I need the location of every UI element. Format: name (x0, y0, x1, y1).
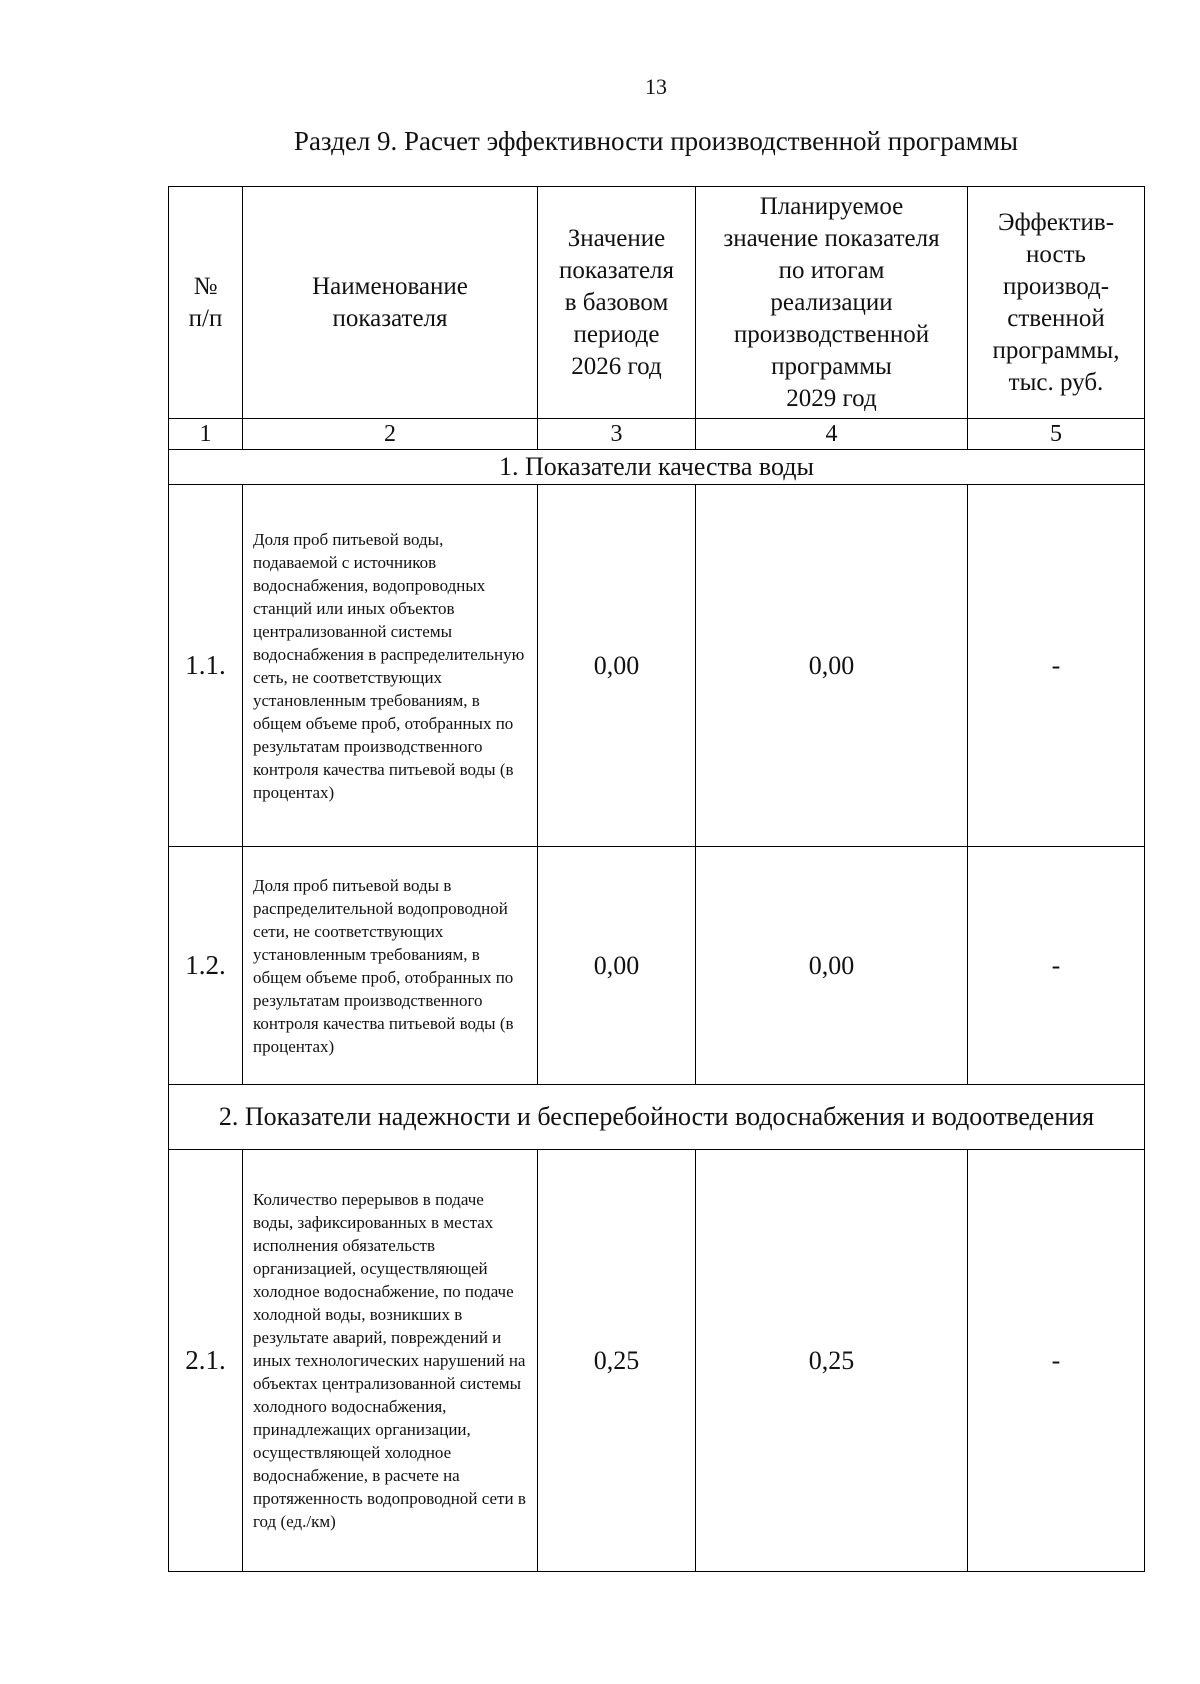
header-planned-value: Планируемое значение показателя по итогам реализации производственной программы 2029 год (696, 187, 968, 419)
header-base-value: Значение показателя в базовом периоде 2026 год (538, 187, 696, 419)
row-number: 2.1. (169, 1150, 243, 1572)
section-title-1: 1. Показатели качества воды (169, 450, 1145, 485)
table-row (169, 847, 1145, 1085)
column-numbers-row (169, 419, 1145, 450)
planned-value: 0,00 (696, 485, 968, 847)
column-number: 2 (243, 419, 538, 450)
section-row (169, 1085, 1145, 1150)
row-number: 1.2. (169, 847, 243, 1085)
efficiency-value: - (968, 485, 1145, 847)
table-row (169, 485, 1145, 847)
indicator-name: Доля проб питьевой воды в распределительной водопроводной сети, не соответствующих установленным требованиям, в общем объеме проб, отобранных по результатам производственного контроля качества питьевой воды (в процентах) (243, 847, 538, 1085)
section-title: Раздел 9. Расчет эффективности производственной программы (293, 126, 1019, 156)
efficiency-value: - (968, 847, 1145, 1085)
section-row (169, 450, 1145, 485)
header-efficiency: Эффектив- ность производ- ственной программы, тыс. руб. (968, 187, 1145, 419)
planned-value: 0,00 (696, 847, 968, 1085)
header-name: Наименование показателя (243, 187, 538, 419)
column-number: 4 (696, 419, 968, 450)
table-row (169, 1150, 1145, 1572)
indicator-name: Количество перерывов в подаче воды, зафиксированных в местах исполнения обязательств организацией, осуществляющей холодное водоснабжение, по подаче холодной воды, возникших в результате аварий, повреждений и иных технологических нарушений на объектах централизованной системы холодного водоснабжения, принадлежащих организации, осуществляющей холодное водоснабжение, в расчете на протяженность водопроводной сети в год (ед./км) (243, 1150, 538, 1572)
column-number: 5 (968, 419, 1145, 450)
efficiency-table (168, 186, 1145, 1572)
section-title-2: 2. Показатели надежности и бесперебойности водоснабжения и водоотведения (169, 1085, 1145, 1150)
column-number: 3 (538, 419, 696, 450)
planned-value: 0,25 (696, 1150, 968, 1572)
column-number: 1 (169, 419, 243, 450)
indicator-name: Доля проб питьевой воды, подаваемой с источников водоснабжения, водопроводных станций или иных объектов централизованной системы водоснабжения в распределительную сеть, не соответствующих установленным требованиям, в общем объеме проб, отобранных по результатам производственного контроля качества питьевой воды (в процентах) (243, 485, 538, 847)
table-header-row (169, 187, 1145, 419)
header-num: № п/п (169, 187, 243, 419)
row-number: 1.1. (169, 485, 243, 847)
base-value: 0,00 (538, 847, 696, 1085)
page-number: 13 (645, 74, 667, 99)
base-value: 0,25 (538, 1150, 696, 1572)
base-value: 0,00 (538, 485, 696, 847)
efficiency-value: - (968, 1150, 1145, 1572)
